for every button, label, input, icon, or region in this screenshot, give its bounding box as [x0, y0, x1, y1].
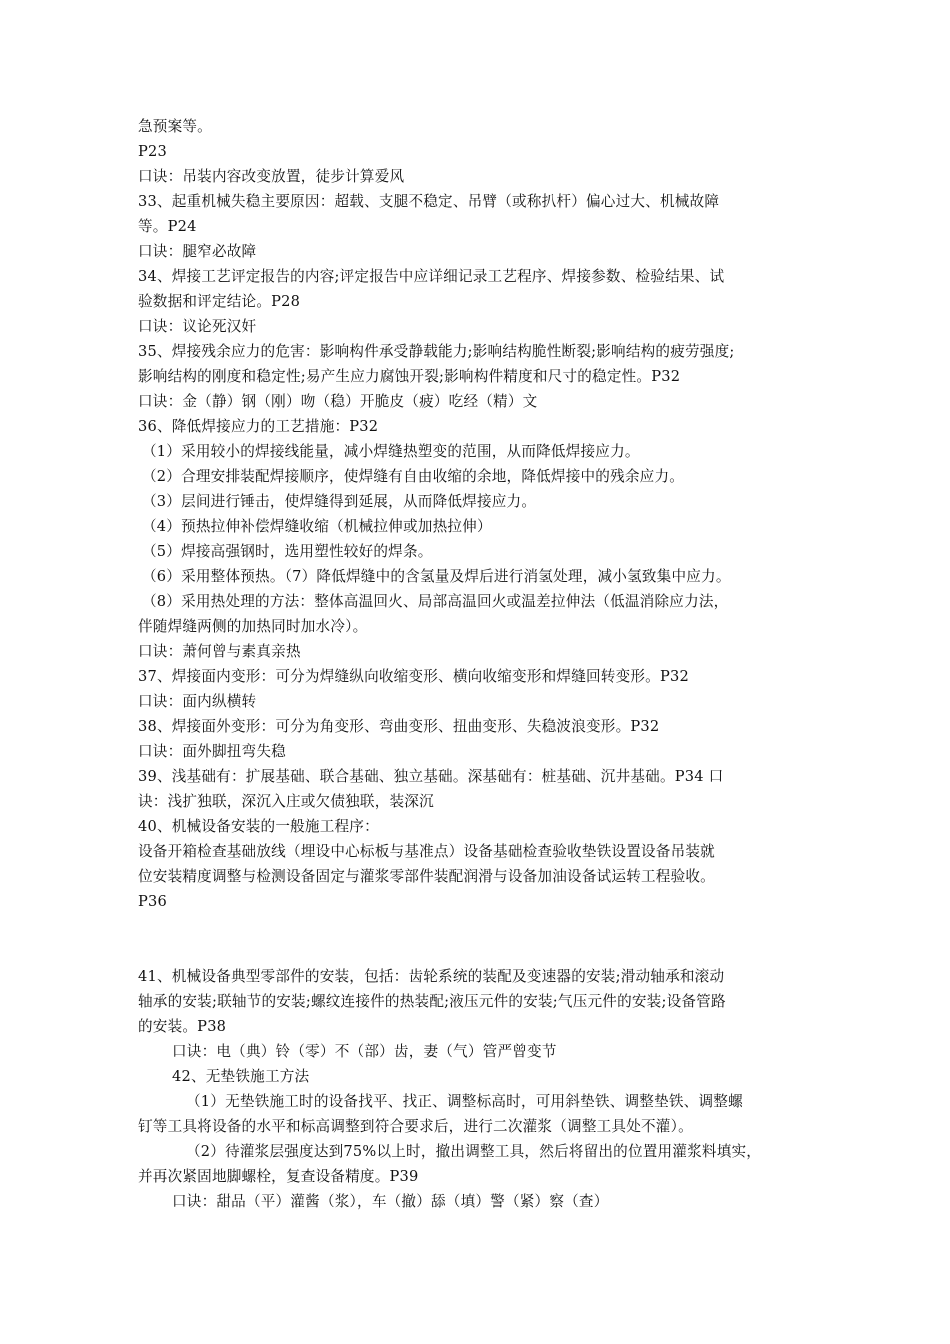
text-line: 诀：浅扩独联，深沉入庄或欠债独联，装深沉 [138, 793, 434, 810]
text-line: 口诀：腿窄必故障 [138, 243, 257, 260]
mnemonic-line: 口诀：电（典）铃（零）不（部）齿，妻（气）管严曾变节 [172, 1043, 557, 1060]
text-line: 37、焊接面内变形：可分为焊缝纵向收缩变形、横向收缩变形和焊缝回转变形。P32 [138, 668, 689, 685]
text-line: 影响结构的刚度和稳定性;易产生应力腐蚀开裂;影响构件精度和尺寸的稳定性。P32 [138, 368, 681, 385]
text-line: 设备开箱检查基础放线（埋设中心标板与基准点）设备基础检查验收垫铁设置设备吊装就 [138, 843, 715, 860]
text-line: 位安装精度调整与检测设备固定与灌浆零部件装配润滑与设备加油设备试运转工程验收。 [138, 868, 715, 885]
text-line: 钉等工具将设备的水平和标高调整到符合要求后，进行二次灌浆（调整工具处不灌）。 [138, 1118, 693, 1135]
text-line: 伴随焊缝两侧的加热同时加水冷）。 [138, 618, 368, 635]
text-line: 口诀：萧何曾与素真亲热 [138, 643, 301, 660]
list-item: （8）采用热处理的方法：整体高温回火、局部高温回火或温差拉伸法（低温消除应力法， [142, 593, 729, 610]
text-line: 口诀：面内纵横转 [138, 693, 257, 710]
list-item: （5）焊接高强钢时，选用塑性较好的焊条。 [142, 543, 433, 560]
text-line: 口诀：议论死汉奸 [138, 318, 257, 335]
text-line: 36、降低焊接应力的工艺措施：P32 [138, 418, 379, 435]
text-line: 35、焊接残余应力的危害：影响构件承受静载能力;影响结构脆性断裂;影响结构的疲劳强度; [138, 343, 735, 360]
list-item: （6）采用整体预热。（7）降低焊缝中的含氢量及焊后进行消氢处理，减小氢致集中应力。 [142, 568, 731, 585]
text-line: 并再次紧固地脚螺栓，复查设备精度。P39 [138, 1168, 419, 1185]
text-line: 34、焊接工艺评定报告的内容;评定报告中应详细记录工艺程序、焊接参数、检验结果、试 [138, 268, 725, 285]
text-line: 38、焊接面外变形：可分为角变形、弯曲变形、扭曲变形、失稳波浪变形。P32 [138, 718, 660, 735]
text-line: 验数据和评定结论。P28 [138, 293, 301, 310]
section-heading: 42、无垫铁施工方法 [172, 1068, 310, 1085]
text-line: 33、起重机械失稳主要原因：超载、支腿不稳定、吊臂（或称扒杆）偏心过大、机械故障 [138, 193, 720, 210]
list-item: （2）待灌浆层强度达到75%以上时，撤出调整工具，然后将留出的位置用灌浆料填实， [186, 1143, 762, 1160]
list-item: （3）层间进行锤击，使焊缝得到延展，从而降低焊接应力。 [142, 493, 537, 510]
list-item: （1）无垫铁施工时的设备找平、找正、调整标高时，可用斜垫铁、调整垫铁、调整螺 [186, 1093, 743, 1110]
list-item: （2）合理安排装配焊接顺序，使焊缝有自由收缩的余地，降低焊接中的残余应力。 [142, 468, 685, 485]
text-line: 口诀：吊装内容改变放置，徒步计算爱风 [138, 168, 405, 185]
document-page [138, 114, 828, 1214]
text-line: 口诀：金（静）钢（刚）吻（稳）开脆皮（疲）吃经（精）文 [138, 393, 538, 410]
text-line: P23 [138, 143, 167, 160]
text-line: 的安装。P38 [138, 1018, 227, 1035]
text-line: 急预案等。 [138, 118, 212, 135]
text-line: 轴承的安装;联轴节的安装;螺纹连接件的热装配;液压元件的安装;气压元件的安装;设备管路 [138, 993, 726, 1010]
text-line: P36 [138, 893, 167, 910]
text-line: 41、机械设备典型零部件的安装，包括：齿轮系统的装配及变速器的安装;滑动轴承和滚动 [138, 968, 725, 985]
text-line: 40、机械设备安装的一般施工程序： [138, 818, 379, 835]
text-line: 39、浅基础有：扩展基础、联合基础、独立基础。深基础有：桩基础、沉井基础。P34 口 [138, 768, 724, 785]
text-line: 等。P24 [138, 218, 197, 235]
mnemonic-line: 口诀：甜品（平）灌酱（浆），车（撤）舔（填）警（紧）察（查） [172, 1193, 609, 1210]
list-item: （1）采用较小的焊接线能量，减小焊缝热塑变的范围，从而降低焊接应力。 [142, 443, 640, 460]
text-line: 口诀：面外脚扭弯失稳 [138, 743, 286, 760]
section-gap [138, 914, 828, 964]
list-item: （4）预热拉伸补偿焊缝收缩（机械拉伸或加热拉伸） [142, 518, 492, 535]
